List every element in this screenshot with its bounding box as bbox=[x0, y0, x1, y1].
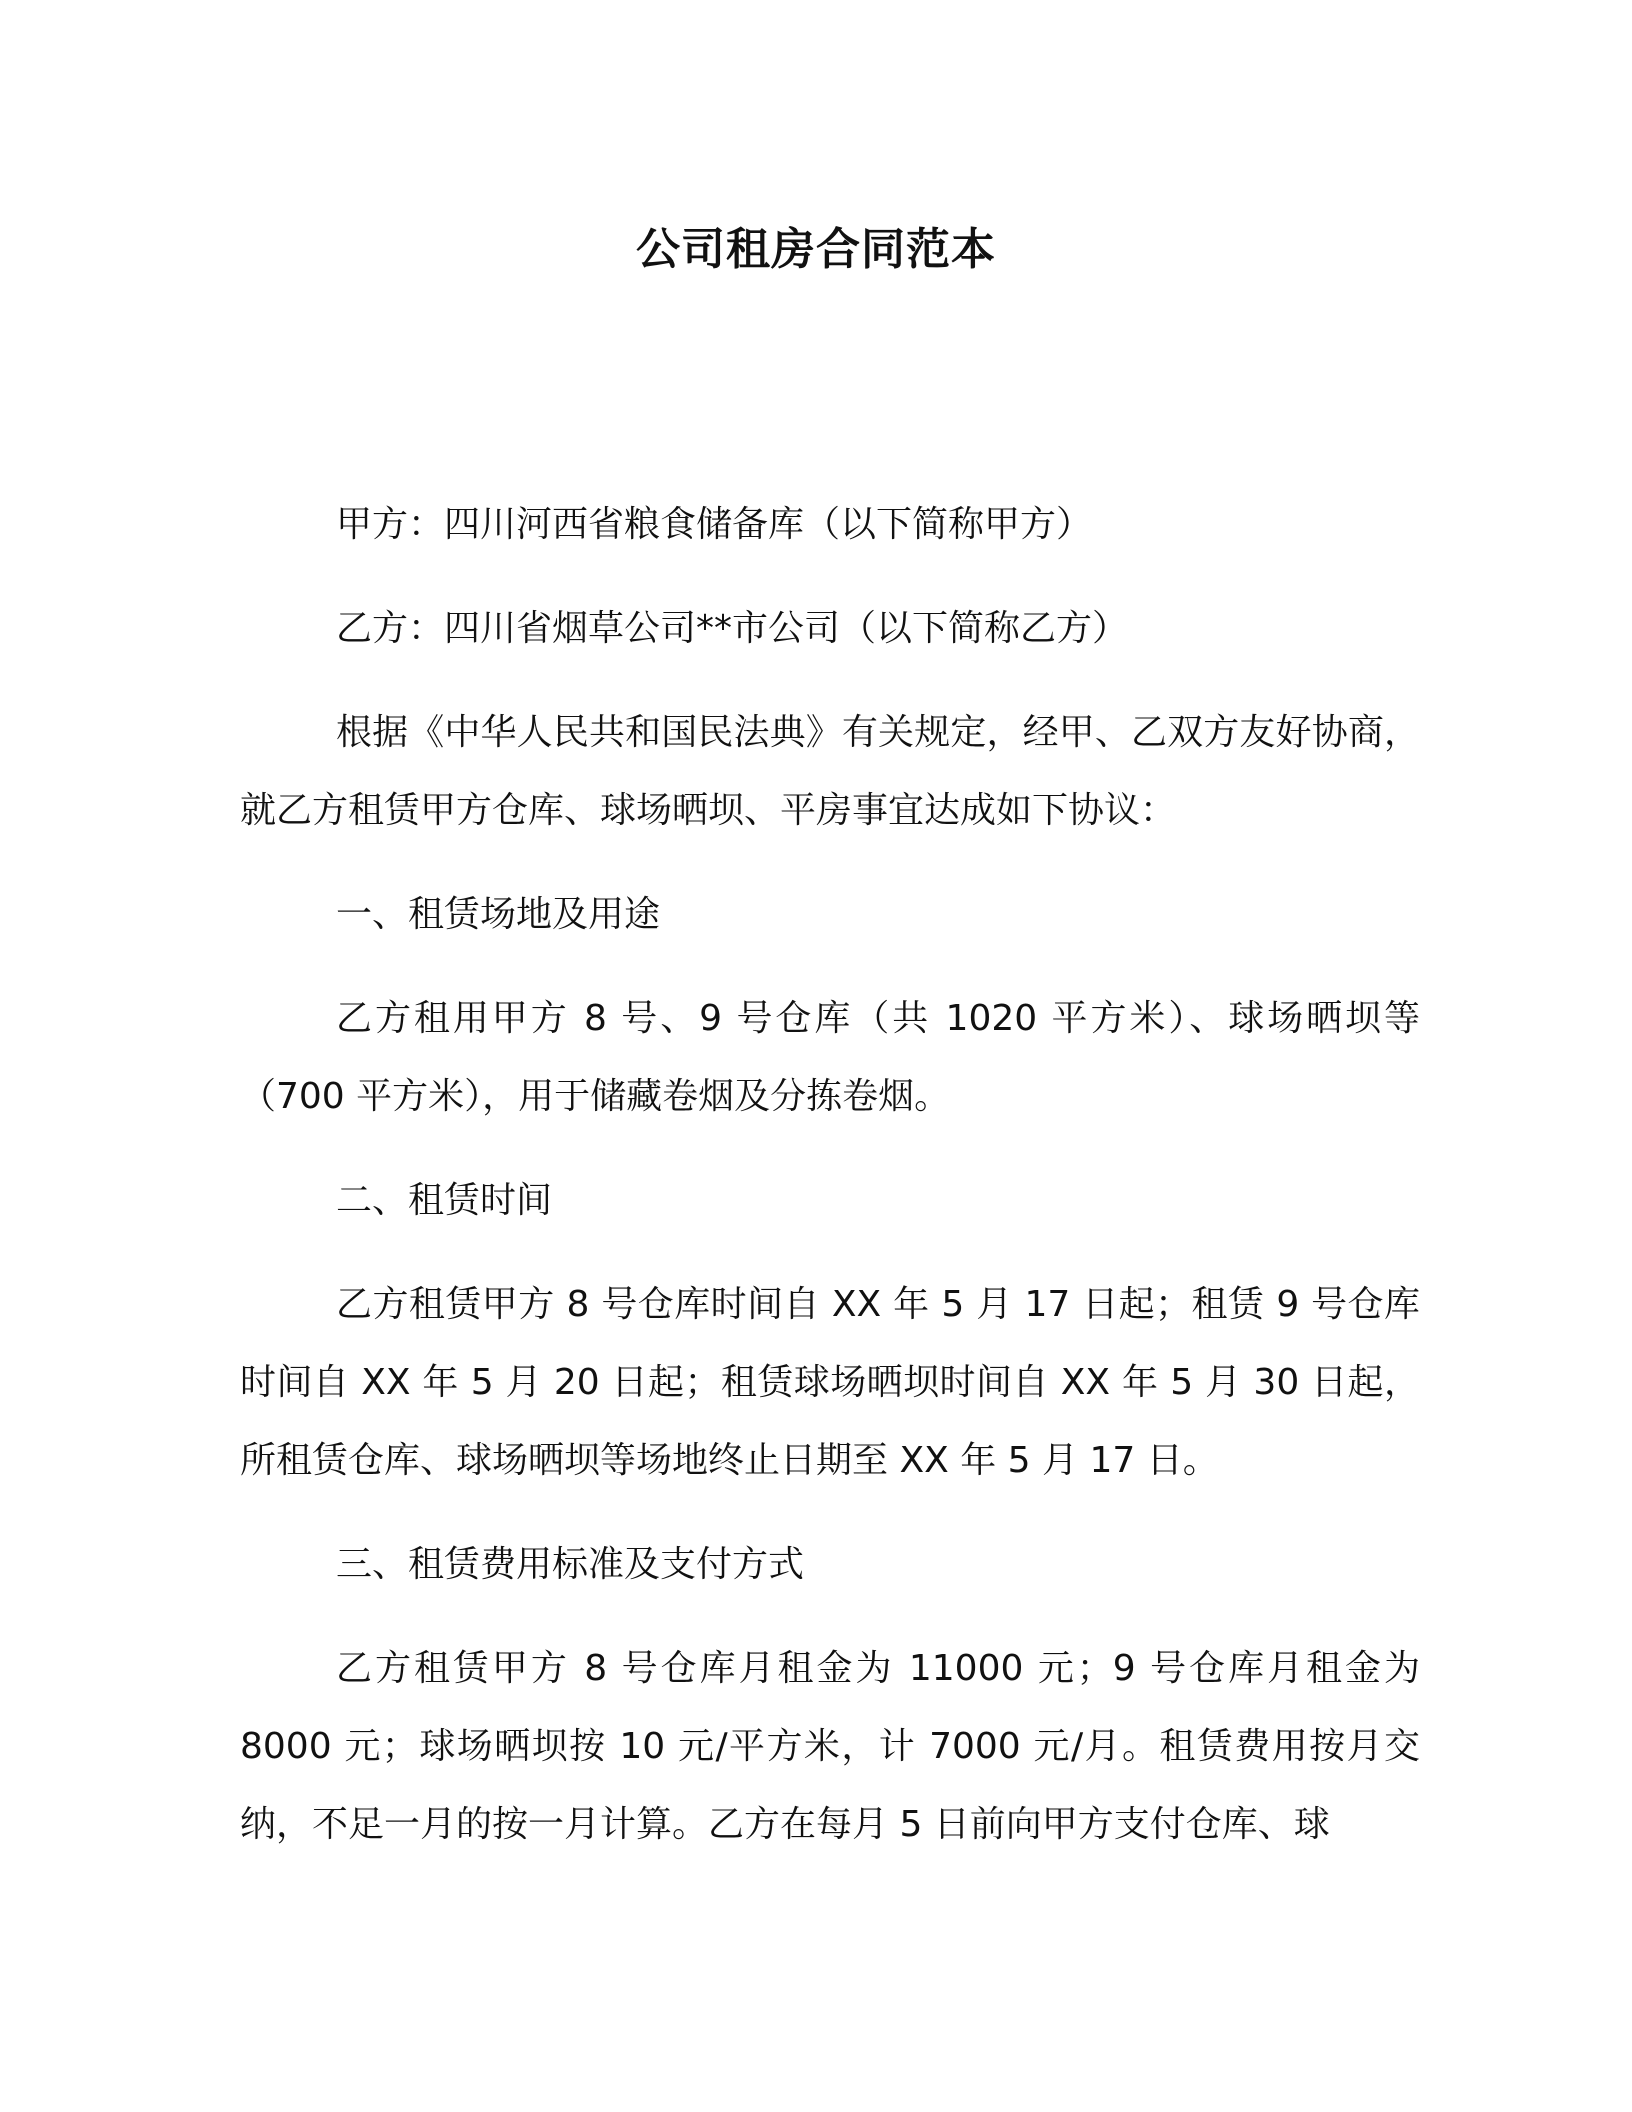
section-text-3: 乙方租赁甲方 8 号仓库月租金为 11000 元；9 号仓库月租金为 8000 元；球场晒坝按 10 元/平方米，计 7000 元/月。租赁费用按月交纳，不足一月的按一月计算。乙方在每月 5 日前向甲方支付仓库、球 bbox=[240, 1648, 1420, 1845]
section-heading-3: 三、租赁费用标准及支付方式 bbox=[336, 1544, 805, 1585]
party-b-line: 乙方：四川省烟草公司**市公司（以下简称乙方） bbox=[336, 608, 1129, 649]
document-title: 公司租房合同范本 bbox=[636, 224, 996, 275]
document-body bbox=[240, 486, 1420, 1890]
section-text-2: 乙方租赁甲方 8 号仓库时间自 XX 年 5 月 17 日起；租赁 9 号仓库时间自 XX 年 5 月 20 日起；租赁球场晒坝时间自 XX 年 5 月 30 日起，所租赁仓库、球场晒坝等场地终止日期至 XX 年 5 月 17 日。 bbox=[240, 1284, 1420, 1481]
party-a-line: 甲方：四川河西省粮食储备库（以下简称甲方） bbox=[336, 504, 1093, 545]
preamble-paragraph: 根据《中华人民共和国民法典》有关规定，经甲、乙双方友好协商，就乙方租赁甲方仓库、球场晒坝、平房事宜达成如下协议： bbox=[240, 712, 1420, 831]
section-heading-1: 一、租赁场地及用途 bbox=[336, 894, 661, 935]
section-heading-2: 二、租赁时间 bbox=[336, 1180, 553, 1221]
section-text-1: 乙方租用甲方 8 号、9 号仓库（共 1020 平方米）、球场晒坝等（700 平方米），用于储藏卷烟及分拣卷烟。 bbox=[240, 998, 1420, 1117]
